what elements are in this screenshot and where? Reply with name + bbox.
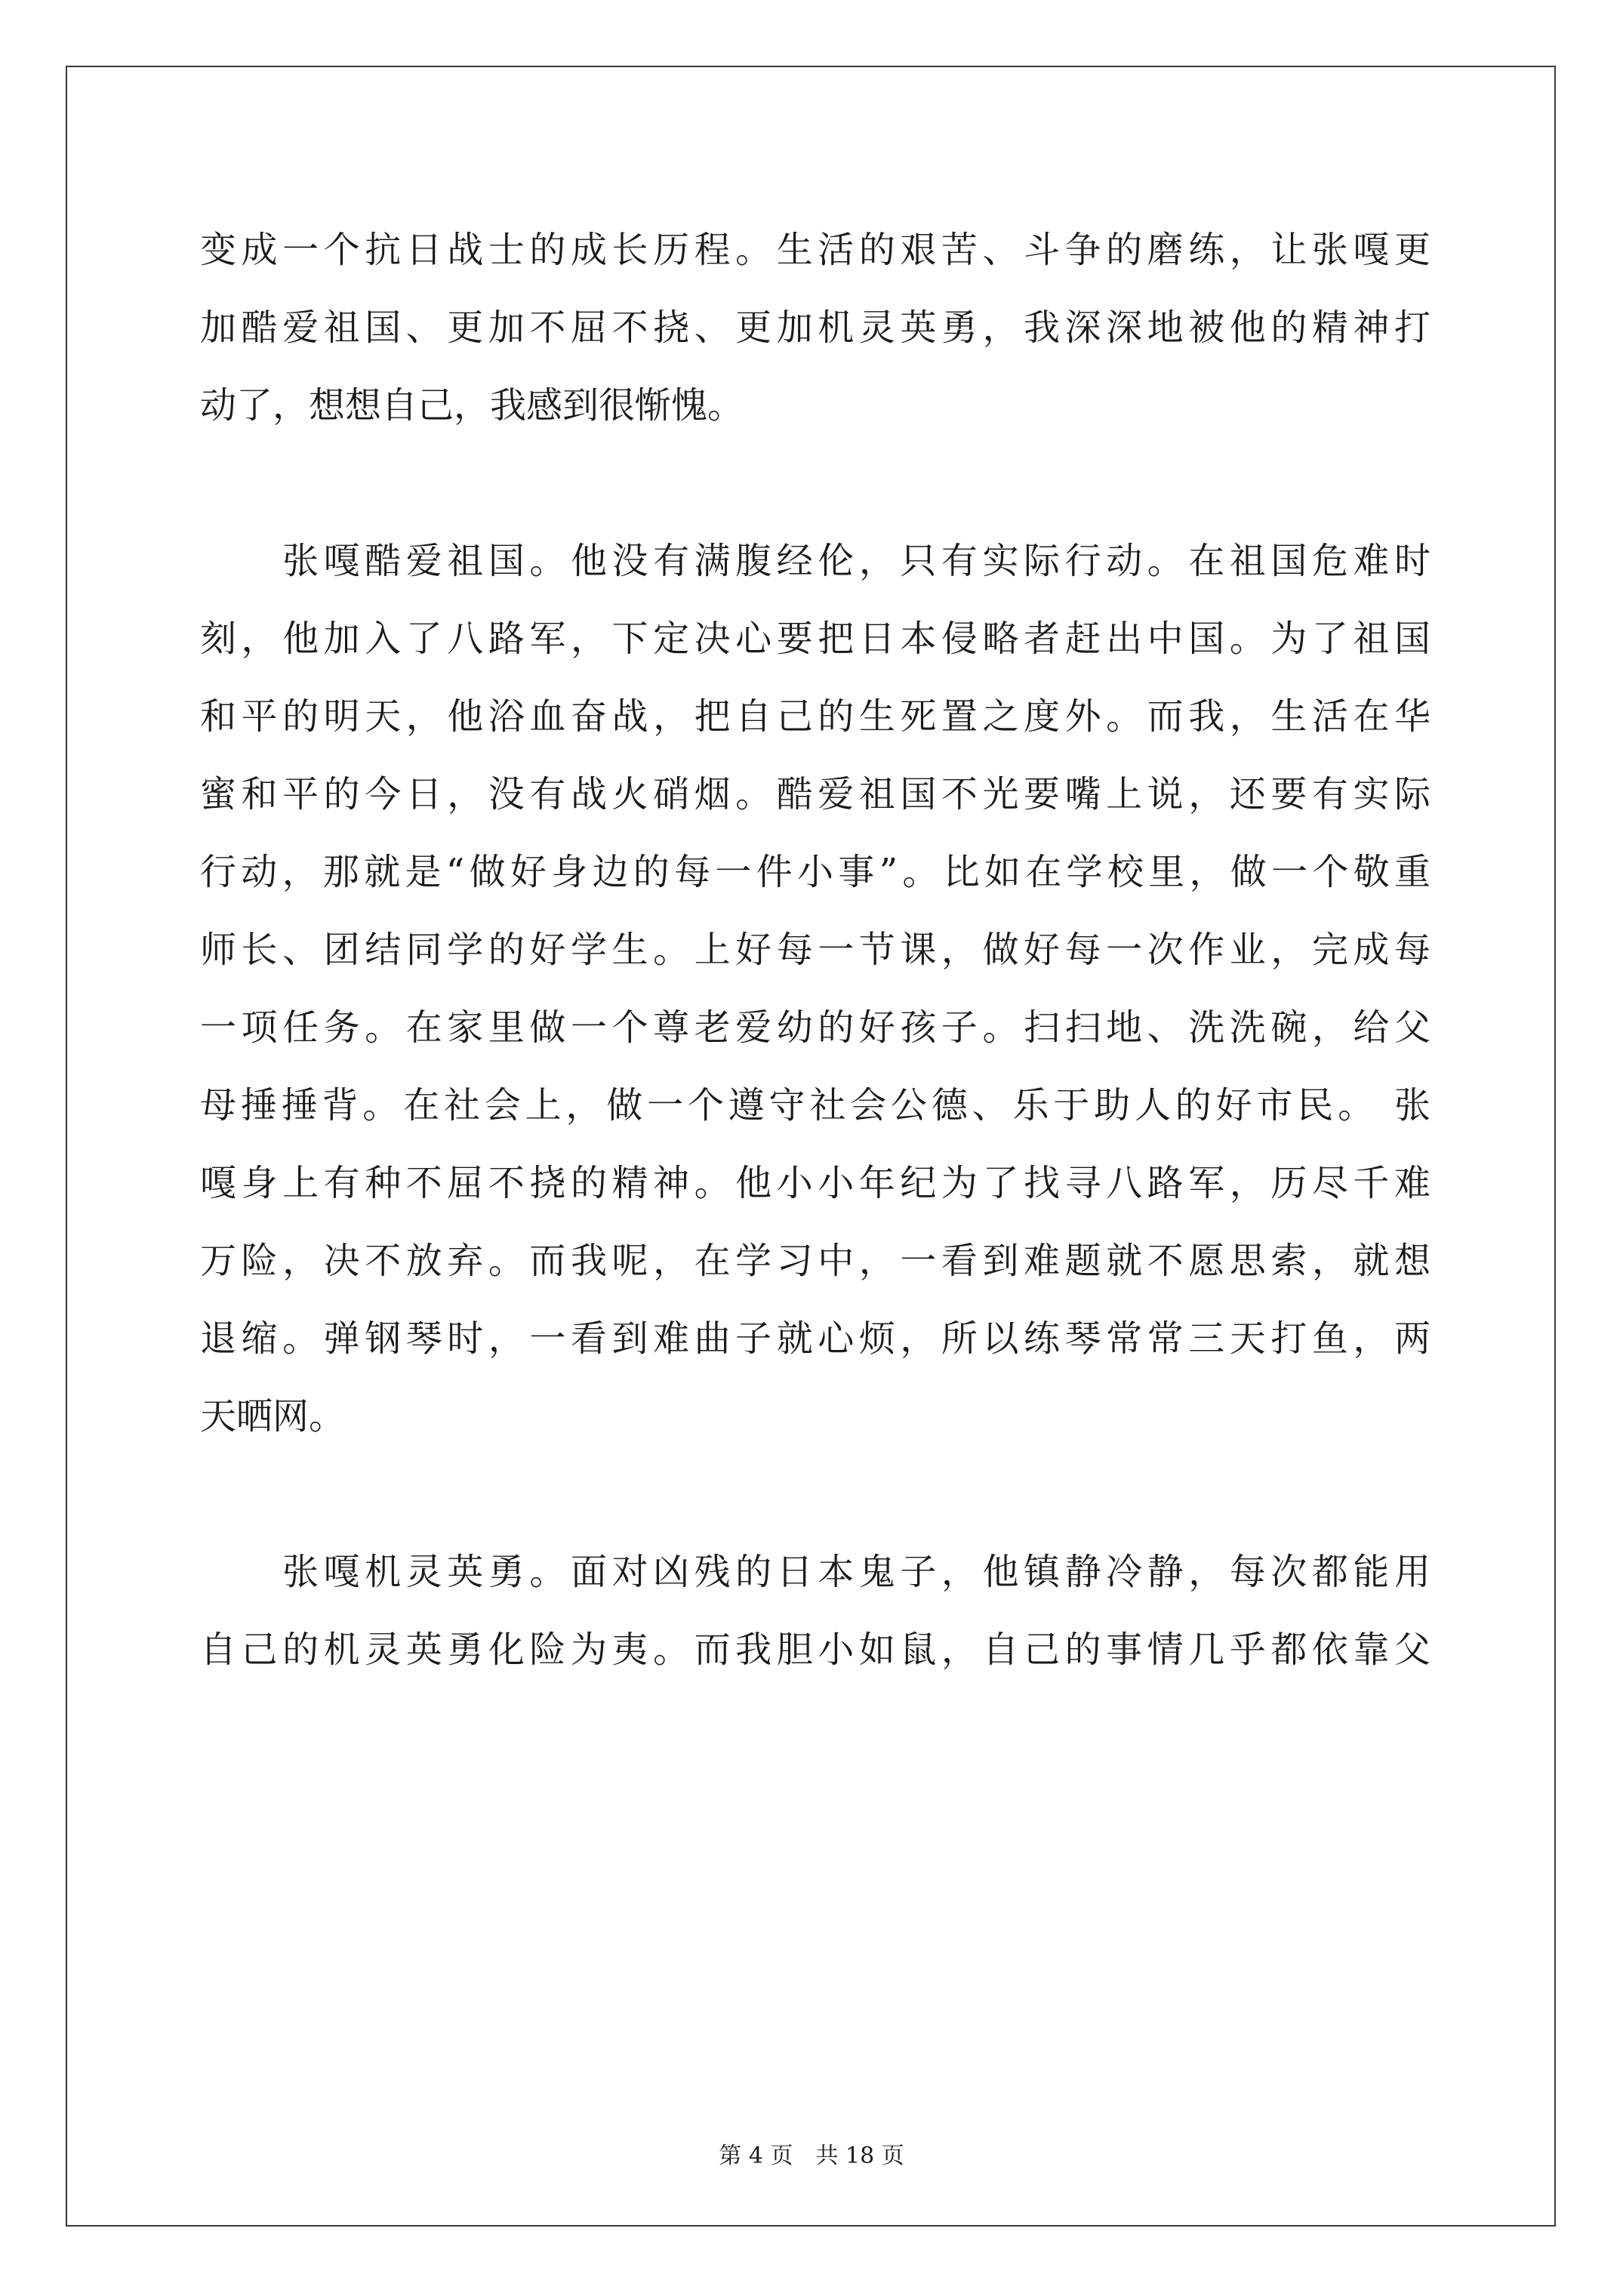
text-line: 母捶捶背。在社会上，做一个遵守社会公德、乐于助人的好市民。 张 (200, 1084, 1431, 1126)
text-line: 刻，他加入了八路军，下定决心要把日本侵略者赶出中国。为了祖国 (200, 618, 1431, 660)
text-line: 天晒网。 (200, 1395, 346, 1438)
text-line: 师长、团结同学的好学生。上好每一节课，做好每一次作业，完成每 (200, 929, 1431, 971)
paragraph-spacer (200, 1456, 1431, 1533)
text-line: 动了，想想自己，我感到很惭愧。 (200, 384, 744, 427)
text-line: 蜜和平的今日，没有战火硝烟。酷爱祖国不光要嘴上说，还要有实际 (200, 773, 1431, 815)
text-line: 嘎身上有种不屈不挠的精神。他小小年纪为了找寻八路军，历尽千难 (200, 1162, 1431, 1204)
text-line: 退缩。弹钢琴时，一看到难曲子就心烦，所以练琴常常三天打鱼，两 (200, 1318, 1431, 1360)
paragraph-spacer (200, 445, 1431, 522)
text-line: 张嘎酷爱祖国。他没有满腹经伦，只有实际行动。在祖国危难时 (200, 540, 1431, 582)
text-line: 万险，决不放弃。而我呢，在学习中，一看到难题就不愿思索，就想 (200, 1240, 1431, 1282)
text-line: 加酷爱祖国、更加不屈不挠、更加机灵英勇，我深深地被他的精神打 (200, 307, 1431, 349)
text-line: 自己的机灵英勇化险为夷。而我胆小如鼠，自己的事情几乎都依靠父 (200, 1629, 1431, 1671)
page-number-footer: 第 4 页 共 18 页 (719, 2143, 904, 2169)
text-line: 和平的明天，他浴血奋战，把自己的生死置之度外。而我，生活在华 (200, 695, 1431, 738)
document-body (200, 211, 1431, 1689)
text-line: 变成一个抗日战士的成长历程。生活的艰苦、斗争的磨练，让张嘎更 (200, 229, 1431, 271)
text-line: 行动，那就是“做好身边的每一件小事”。比如在学校里，做一个敬重 (200, 851, 1431, 893)
text-line: 张嘎机灵英勇。面对凶残的日本鬼子，他镇静冷静，每次都能用 (200, 1551, 1431, 1593)
text-line: 一项任务。在家里做一个尊老爱幼的好孩子。扫扫地、洗洗碗，给父 (200, 1006, 1431, 1049)
